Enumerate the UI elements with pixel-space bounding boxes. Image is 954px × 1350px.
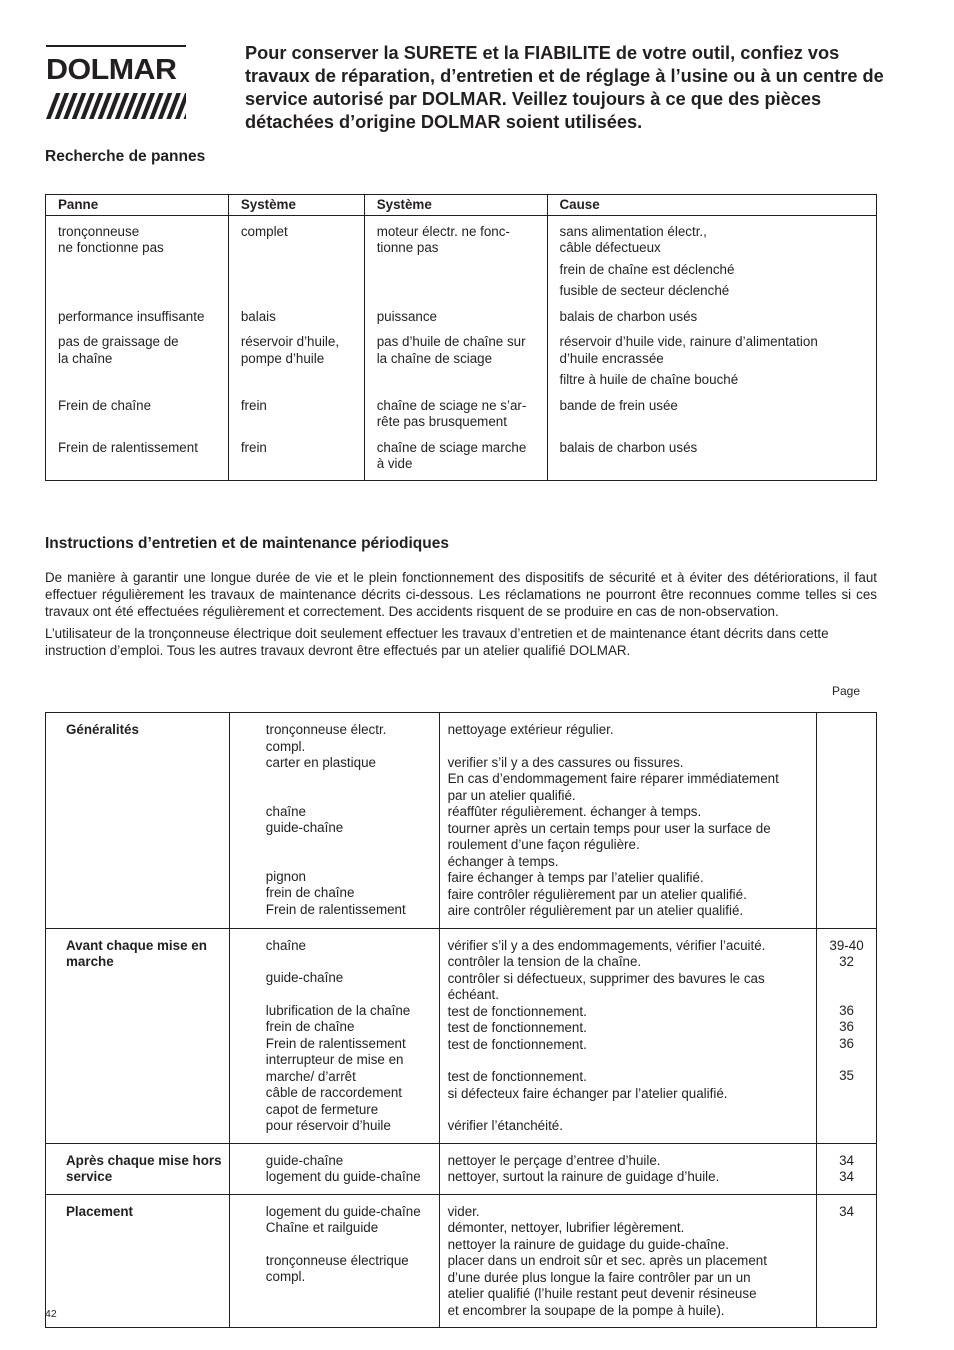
cell-line	[821, 971, 872, 987]
cell-line: nettoyer la rainure de guidage du guide-chaîne.	[447, 1236, 730, 1252]
page-number: 42	[45, 1308, 57, 1320]
cell-line	[448, 1102, 812, 1118]
cell-line: la chaîne de sciage	[376, 350, 493, 366]
cell-line: test de fonctionnement.	[447, 1069, 587, 1084]
troubleshooting-heading: Recherche de pannes	[45, 148, 206, 165]
cell-line: et encombrer la soupape de la pompe à huile).	[447, 1302, 725, 1318]
cell-line: frein de chaîne est déclenché	[559, 261, 735, 277]
cell-line: roulement d’une façon régulière.	[447, 837, 640, 852]
cell-line: pour réservoir d’huile	[265, 1118, 391, 1133]
cell-line: tionne pas	[376, 240, 439, 255]
cell-line: marche	[66, 954, 114, 969]
action-cell	[439, 713, 816, 929]
cell-line: Frein de chaîne	[58, 397, 152, 413]
cell-line: 39-40	[829, 937, 864, 953]
page-ref-cell	[817, 713, 877, 929]
cell-line: frein de chaîne	[265, 885, 355, 900]
cell-line: échéant.	[447, 987, 499, 1002]
cell-line: câble de raccordement	[265, 1085, 403, 1100]
cell-line: échanger à temps.	[447, 853, 559, 869]
cell-line: pignon	[265, 868, 307, 884]
cell-line: sans alimentation électr.,	[559, 223, 707, 239]
system-cell	[228, 215, 364, 300]
cell-line: vérifier l’étanchéité.	[447, 1118, 563, 1133]
cell-line: faire échanger à temps par l’atelier qualifié.	[447, 870, 704, 885]
cell-line: frein de chaîne	[265, 1019, 355, 1034]
col-header-systeme-2: Système	[364, 195, 547, 216]
troubleshooting-row	[46, 325, 877, 389]
system-cell	[228, 389, 364, 431]
component-cell	[229, 1194, 439, 1328]
logo-wordmark: DOLMAR	[46, 54, 177, 86]
cell-line: vérifier s’il y a des endommagements, vérifier l’acuité.	[447, 937, 766, 953]
cause-item	[560, 309, 865, 326]
system-cell	[228, 431, 364, 481]
troubleshooting-header-row	[46, 195, 877, 216]
fault-cell	[46, 325, 229, 389]
cell-line: frein	[240, 397, 267, 413]
troubleshooting-row	[46, 215, 877, 300]
cell-line: 34	[839, 1203, 854, 1219]
cell-line: 34	[839, 1169, 854, 1184]
cell-line: bande de frein usée	[559, 397, 678, 413]
cell-line: chaîne de sciage marche	[376, 439, 527, 455]
cell-line: verifier s’il y a des cassures ou fissures.	[447, 754, 684, 770]
cause-cell	[547, 389, 877, 431]
cell-line: placer dans un endroit sûr et sec. après un placement	[447, 1253, 767, 1268]
action-cell	[439, 1143, 816, 1194]
page-ref-cell	[817, 1194, 877, 1328]
maintenance-section-row	[46, 1143, 877, 1194]
cell-line: ne fonctionne pas	[58, 240, 164, 255]
cell-line: pompe d’huile	[240, 350, 325, 366]
maintenance-paragraph-1: De manière à garantir une longue durée de vie et le plein fonctionnement des dispositifs de sécurité et à éviter des détériorations, il faut effectuer régulièrement les travaux de maintenance décrits ci-dessous. Les réclamations ne pourront être reconnues comme telles si ces travaux ont été effectuées régulièrement et correctement. Des accidents risquent de se produire en cas de non-observation.	[45, 570, 877, 619]
cell-line: balais	[240, 308, 276, 324]
cell-line: câble défectueux	[559, 240, 661, 255]
cell-line: nettoyer, surtout la rainure de guidage d’huile.	[447, 1169, 720, 1184]
symptom-cell	[364, 389, 547, 431]
cell-line	[266, 853, 435, 869]
cell-line: faire contrôler régulièrement par un atelier qualifié.	[447, 886, 747, 902]
cell-line: chaîne	[265, 937, 307, 953]
maintenance-section-row	[46, 1194, 877, 1328]
cell-line: En cas d’endommagement faire réparer immédiatement	[447, 771, 779, 786]
cell-line: marche/ d’arrêt	[265, 1068, 356, 1084]
cell-line: tronçonneuse électr.	[265, 722, 387, 737]
cause-item	[560, 398, 865, 415]
cell-line: contrôler si défectueux, supprimer des bavures le cas	[447, 970, 765, 986]
cell-line: atelier qualifié (l’huile restant peut devenir résineuse	[447, 1286, 757, 1301]
cell-line: réservoir d’huile,	[240, 334, 340, 349]
cell-line: moteur électr. ne fonc-	[376, 223, 510, 239]
cell-line: compl.	[265, 738, 306, 754]
cause-item	[560, 372, 865, 389]
page-column-label: Page	[832, 684, 861, 698]
cell-line: Avant chaque mise en	[66, 937, 207, 953]
section-title-cell	[46, 928, 230, 1143]
cell-line: nettoyer le perçage d’entree d’huile.	[447, 1152, 661, 1168]
cell-line: 36	[839, 1035, 854, 1051]
maintenance-section-row	[46, 713, 877, 929]
cell-line: filtre à huile de chaîne bouché	[559, 372, 739, 387]
col-header-systeme-1: Système	[228, 195, 364, 216]
action-cell	[439, 928, 816, 1143]
cell-line	[821, 1052, 872, 1068]
cell-line: Frein de ralentissement	[58, 439, 198, 455]
cell-line: chaîne	[265, 803, 307, 819]
cell-line: 34	[839, 1152, 854, 1168]
cell-line: balais de charbon usés	[559, 308, 698, 324]
symptom-cell	[364, 215, 547, 300]
cell-line: puissance	[376, 308, 437, 324]
troubleshooting-row	[46, 300, 877, 326]
maintenance-heading: Instructions d’entretien et de maintenance périodiques	[45, 535, 449, 552]
section-title-cell	[46, 713, 230, 929]
cell-line	[266, 837, 435, 853]
dolmar-logo	[46, 45, 186, 124]
cell-line: frein	[240, 439, 267, 455]
cell-line: Placement	[66, 1203, 133, 1219]
cell-line: démonter, nettoyer, lubrifier légèrement.	[447, 1220, 685, 1235]
cause-item	[560, 334, 865, 367]
cell-line: guide-chaîne	[265, 820, 344, 835]
cell-line: 32	[839, 954, 854, 969]
cell-line: réaffûter régulièrement. échanger à temps.	[447, 804, 702, 819]
cell-line: test de fonctionnement.	[447, 1020, 587, 1035]
cell-line: si défecteux faire échanger par l’atelier qualifié.	[447, 1085, 728, 1101]
component-cell	[229, 1143, 439, 1194]
troubleshooting-table	[45, 194, 877, 481]
cell-line: nettoyage extérieur régulier.	[447, 722, 614, 737]
cell-line: 36	[839, 1002, 854, 1018]
cause-cell	[547, 215, 877, 300]
cell-line: logement du guide-chaîne	[265, 1203, 421, 1219]
cell-line	[266, 1237, 435, 1253]
cell-line: Après chaque mise hors	[66, 1152, 222, 1168]
cause-item	[560, 283, 865, 300]
symptom-cell	[364, 431, 547, 481]
cause-item	[560, 224, 865, 257]
troubleshooting-row	[46, 431, 877, 481]
cell-line: compl.	[265, 1269, 306, 1284]
symptom-cell	[364, 325, 547, 389]
cell-line: 35	[839, 1068, 854, 1083]
cell-line: tourner après un certain temps pour user la surface de	[447, 820, 771, 836]
system-cell	[228, 325, 364, 389]
cell-line: tronçonneuse électrique	[265, 1252, 409, 1268]
cell-line: aire contrôler régulièrement par un atelier qualifié.	[447, 903, 744, 918]
cell-line: d’huile encrassée	[559, 350, 664, 366]
logo-rule	[46, 45, 186, 47]
cell-line: tronçonneuse	[58, 223, 140, 239]
cell-line: test de fonctionnement.	[447, 1036, 587, 1052]
cell-line: guide-chaîne	[265, 1152, 344, 1168]
cell-line	[448, 739, 812, 755]
cell-line: Frein de ralentissement	[265, 901, 406, 917]
cell-line	[821, 987, 872, 1003]
cell-line: rête pas brusquement	[376, 414, 507, 429]
system-cell	[228, 300, 364, 326]
cell-line	[266, 788, 435, 804]
cell-line	[448, 1053, 812, 1069]
cell-line: balais de charbon usés	[559, 439, 698, 455]
cell-line: Frein de ralentissement	[265, 1035, 406, 1051]
cell-line: pas de graissage de	[58, 334, 179, 349]
cell-line: test de fonctionnement.	[447, 1003, 587, 1019]
fault-cell	[46, 431, 229, 481]
cell-line: fusible de secteur déclenché	[559, 283, 730, 298]
cell-line	[266, 987, 435, 1003]
cell-line: logement du guide-chaîne	[265, 1169, 421, 1184]
cell-line	[266, 954, 435, 970]
col-header-cause: Cause	[547, 195, 877, 216]
fault-cell	[46, 300, 229, 326]
cause-cell	[547, 300, 877, 326]
fault-cell	[46, 215, 229, 300]
maintenance-paragraph-2: L’utilisateur de la tronçonneuse électrique doit seulement effectuer les travaux d’entretien et de maintenance étant décrits dans cette instruction d’emploi. Tous les autres travaux devront être effectués par un atelier qualifié DOLMAR.	[45, 626, 829, 658]
cell-line: d’une durée plus longue la faire contrôler par un un	[447, 1269, 751, 1285]
cell-line: contrôler la tension de la chaîne.	[447, 954, 642, 969]
cell-line: lubrification de la chaîne	[265, 1002, 411, 1018]
page-ref-cell	[817, 928, 877, 1143]
cell-line: carter en plastique	[265, 755, 376, 770]
action-cell	[439, 1194, 816, 1328]
fault-cell	[46, 389, 229, 431]
cell-line: vider.	[447, 1203, 480, 1219]
troubleshooting-row	[46, 389, 877, 431]
cell-line: réservoir d’huile vide, rainure d’alimentation	[559, 334, 818, 349]
cause-item	[560, 440, 865, 457]
cell-line: la chaîne	[58, 350, 113, 366]
col-header-panne: Panne	[46, 195, 229, 216]
cell-line: à vide	[376, 456, 413, 471]
intro-notice: Pour conserver la SURETE et la FIABILITE de votre outil, confiez vos travaux de réparation, d’entretien et de réglage à l’usine ou à un centre de service autorisé par DOLMAR. Veillez toujours à ce que des pièces détachées d’origine DOLMAR soient utilisées.	[245, 43, 884, 132]
page-ref-cell	[817, 1143, 877, 1194]
logo-stripes-icon	[46, 93, 186, 119]
cell-line: guide-chaîne	[265, 970, 344, 985]
component-cell	[229, 928, 439, 1143]
cell-line: capot de fermeture	[265, 1101, 379, 1117]
section-title-cell	[46, 1194, 230, 1328]
section-title-cell	[46, 1143, 230, 1194]
cell-line: chaîne de sciage ne s’ar-	[376, 397, 527, 413]
cell-line: complet	[240, 223, 288, 239]
cell-line: performance insuffisante	[58, 308, 205, 324]
cell-line: Chaîne et railguide	[265, 1220, 379, 1235]
cell-line: Généralités	[66, 722, 139, 737]
symptom-cell	[364, 300, 547, 326]
maintenance-section-row	[46, 928, 877, 1143]
cell-line: pas d’huile de chaîne sur	[376, 334, 526, 349]
cell-line: par un atelier qualifié.	[447, 787, 576, 803]
cell-line: service	[66, 1169, 113, 1184]
cause-cell	[547, 431, 877, 481]
component-cell	[229, 713, 439, 929]
maintenance-table	[45, 712, 877, 1328]
cell-line	[266, 772, 435, 788]
cause-cell	[547, 325, 877, 389]
cell-line: interrupteur de mise en	[265, 1052, 404, 1067]
cell-line: 36	[839, 1019, 854, 1034]
cause-item	[560, 262, 865, 279]
